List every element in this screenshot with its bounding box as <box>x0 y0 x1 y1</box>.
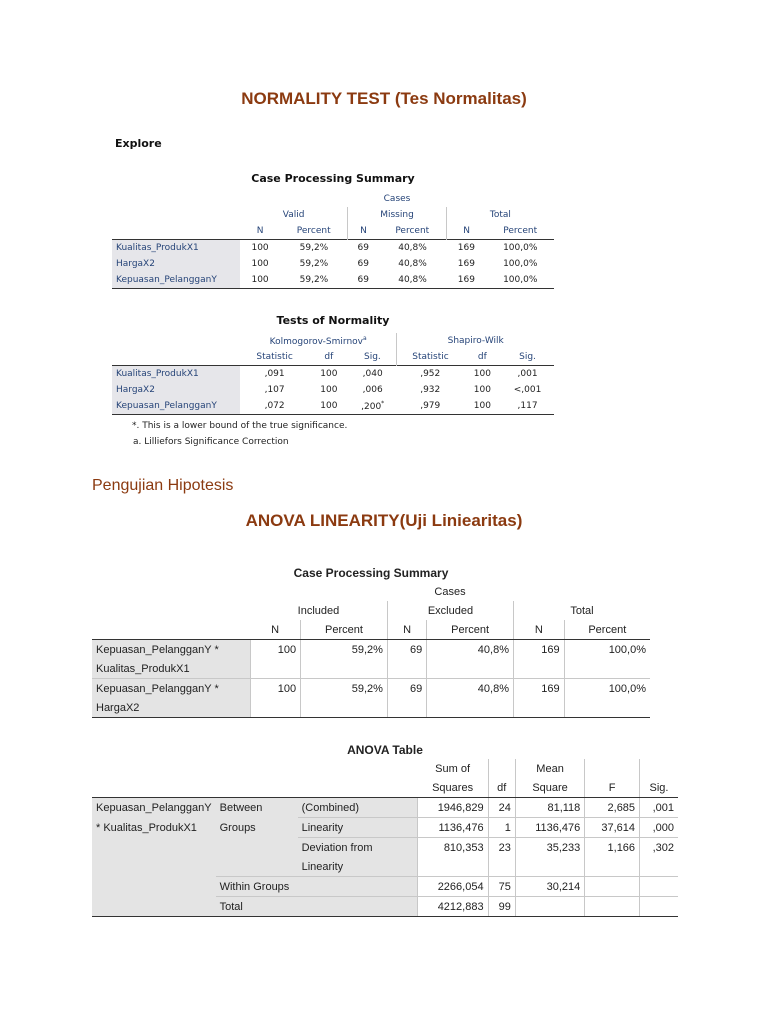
cell: ,001 <box>640 798 678 818</box>
group-total: Total <box>446 207 554 223</box>
row-label-cont: HargaX2 <box>92 698 250 718</box>
sub-sig: Sig. <box>364 352 381 362</box>
cell: 100 <box>250 640 301 660</box>
sub-n: N <box>446 223 486 240</box>
linearity-heading: ANOVA LINEARITY(Uji Liniearitas) <box>245 511 523 530</box>
cell: 100,0% <box>503 259 538 269</box>
ks-group-header: Kolmogorov-Smirnov$^a$ <box>269 335 367 347</box>
explore-label: Explore <box>115 137 162 150</box>
row-label-cont: Kualitas_ProdukX1 <box>92 659 250 679</box>
cell: 100 <box>320 401 338 411</box>
cell: 100 <box>251 243 269 253</box>
table-row <box>92 640 650 660</box>
cell: 100,0% <box>503 275 538 285</box>
anova-title: ANOVA Table <box>347 742 423 757</box>
case-summary-table <box>112 191 554 289</box>
row-label: Kualitas_ProdukX1 <box>112 366 240 383</box>
table-row <box>112 256 554 272</box>
sub-percent: Percent <box>296 226 331 236</box>
row-label: (Combined) <box>298 798 418 818</box>
header-sig: Sig. <box>640 778 678 798</box>
group-valid: Valid <box>282 210 305 220</box>
sub-df: df <box>324 352 334 362</box>
row-label: Kepuasan_PelangganY <box>112 398 240 415</box>
cell: 100,0% <box>503 243 538 253</box>
cell: ,001 <box>517 369 538 379</box>
sub-n: N <box>250 620 301 640</box>
cell: ,006 <box>362 385 383 395</box>
between-label: Between <box>216 798 298 818</box>
cell: 169 <box>514 679 565 699</box>
header-sum-squares-2: Squares <box>418 778 488 798</box>
hypothesis-heading: Pengujian Hipotesis <box>92 477 234 494</box>
header-df: df <box>488 778 515 798</box>
cell: 1,166 <box>585 838 640 858</box>
cell: 30,214 <box>515 877 584 897</box>
cell: ,932 <box>420 385 441 395</box>
case-summary-title: Case Processing Summary <box>251 172 415 185</box>
row-label: Kepuasan_PelangganY * <box>92 679 250 699</box>
cell: ,091 <box>264 369 285 379</box>
sub-statistic: Statistic <box>256 352 293 362</box>
sub-n: N <box>256 226 264 236</box>
table-row <box>92 798 678 818</box>
cell: 40,8% <box>427 679 514 699</box>
row-label: HargaX2 <box>112 382 240 398</box>
row-label: Linearity <box>298 818 418 838</box>
cell: 40,8% <box>398 259 427 269</box>
cell: 1 <box>488 818 515 838</box>
cell: ,107 <box>264 385 285 395</box>
table-row <box>112 366 554 383</box>
cell: 23 <box>488 838 515 858</box>
cell: 59,2% <box>299 243 329 253</box>
table-row <box>112 272 554 289</box>
cell: ,000 <box>640 818 678 838</box>
group-included: Included <box>297 604 340 617</box>
sub-percent: Percent <box>503 226 538 236</box>
cell: 100,0% <box>564 640 650 660</box>
footnote-lilliefors: a. Lilliefors Significance Correction <box>133 437 289 447</box>
cases-header: Cases <box>383 194 411 204</box>
cell: 100 <box>250 679 301 699</box>
table-row <box>112 398 554 415</box>
cell: 100 <box>473 369 491 379</box>
sub-percent: Percent <box>301 620 388 640</box>
linearity-case-summary-table <box>92 563 650 718</box>
table-row <box>112 240 554 257</box>
tests-normality-title: Tests of Normality <box>276 314 390 327</box>
cell: ,200* <box>361 400 385 412</box>
cell: ,952 <box>420 369 441 379</box>
sub-n: N <box>387 620 426 640</box>
cell: 69 <box>357 259 369 269</box>
cell: 40,8% <box>398 243 427 253</box>
cell: 4212,883 <box>418 897 488 917</box>
cell: 99 <box>488 897 515 917</box>
cell: 24 <box>488 798 515 818</box>
cell: 69 <box>387 640 426 660</box>
sub-statistic: Statistic <box>397 349 464 366</box>
table-row <box>92 897 678 917</box>
header-f: F <box>585 778 640 798</box>
table-row <box>92 679 650 699</box>
sw-group-header: Shapiro-Wilk <box>397 333 554 349</box>
row-label: Kualitas_ProdukX1 <box>112 240 240 257</box>
cell: 40,8% <box>398 275 427 285</box>
cell: 59,2% <box>301 679 388 699</box>
cell: 100 <box>251 275 269 285</box>
anova-table <box>92 740 678 917</box>
cell: 40,8% <box>427 640 514 660</box>
cell: 169 <box>457 243 475 253</box>
row-label: Within Groups <box>216 877 418 897</box>
sub-df: df <box>477 352 487 362</box>
table-row <box>92 818 678 838</box>
cell: 1946,829 <box>418 798 488 818</box>
cell: 37,614 <box>585 818 640 838</box>
cell: 1136,476 <box>418 818 488 838</box>
cell: 59,2% <box>299 275 329 285</box>
cell: 69 <box>357 275 369 285</box>
cell: 1136,476 <box>515 818 584 838</box>
cell: ,979 <box>420 401 441 411</box>
cell: 100 <box>473 385 491 395</box>
footnote-lower-bound: *. This is a lower bound of the true significance. <box>132 421 348 431</box>
cell: ,040 <box>362 369 383 379</box>
linearity-case-summary-title: Case Processing Summary <box>293 565 449 580</box>
row-label: Total <box>216 897 418 917</box>
table-row <box>92 838 678 858</box>
cell: 169 <box>457 259 475 269</box>
header-mean-square: Mean <box>515 759 584 778</box>
group-missing: Missing <box>348 207 447 223</box>
sub-n: N <box>348 223 379 240</box>
table-row <box>92 877 678 897</box>
row-label: Kepuasan_PelangganY <box>112 272 240 289</box>
sub-percent: Percent <box>427 620 514 640</box>
cell: 100 <box>320 369 338 379</box>
sub-n: N <box>514 620 565 640</box>
dep-var-label: Kepuasan_PelangganY <box>92 798 216 818</box>
normality-heading: NORMALITY TEST (Tes Normalitas) <box>241 89 527 108</box>
cell: 81,118 <box>515 798 584 818</box>
cell: 810,353 <box>418 838 488 858</box>
cell: 100,0% <box>564 679 650 699</box>
cell: 35,233 <box>515 838 584 858</box>
cell: ,302 <box>640 838 678 858</box>
tests-normality-table <box>112 333 554 415</box>
cell: 59,2% <box>299 259 329 269</box>
header-sum-squares: Sum of <box>435 762 471 775</box>
row-label-cont: Linearity <box>298 857 418 877</box>
cell: <,001 <box>513 385 542 395</box>
header-mean-square-2: Square <box>515 778 584 798</box>
cell: ,117 <box>517 401 538 411</box>
row-label: Kepuasan_PelangganY * <box>92 640 250 660</box>
sub-sig: Sig. <box>519 352 536 362</box>
row-label: HargaX2 <box>112 256 240 272</box>
row-label: Deviation from <box>298 838 418 858</box>
table-row <box>112 382 554 398</box>
cell: 2266,054 <box>418 877 488 897</box>
cell: 169 <box>514 640 565 660</box>
group-total: Total <box>514 601 651 620</box>
cell: 69 <box>357 243 369 253</box>
cell: 100 <box>473 401 491 411</box>
cases-header: Cases <box>434 585 466 598</box>
cell: 100 <box>251 259 269 269</box>
cell: 169 <box>457 275 475 285</box>
cell: ,072 <box>264 401 285 411</box>
dep-var-label-cont: * Kualitas_ProdukX1 <box>92 818 216 838</box>
cell: 59,2% <box>301 640 388 660</box>
sub-percent: Percent <box>564 620 650 640</box>
group-excluded: Excluded <box>387 601 513 620</box>
cell: 100 <box>320 385 338 395</box>
cell: 69 <box>387 679 426 699</box>
cell: 75 <box>488 877 515 897</box>
cell: 2,685 <box>585 798 640 818</box>
between-label-cont: Groups <box>216 818 298 838</box>
sub-percent: Percent <box>395 226 430 236</box>
